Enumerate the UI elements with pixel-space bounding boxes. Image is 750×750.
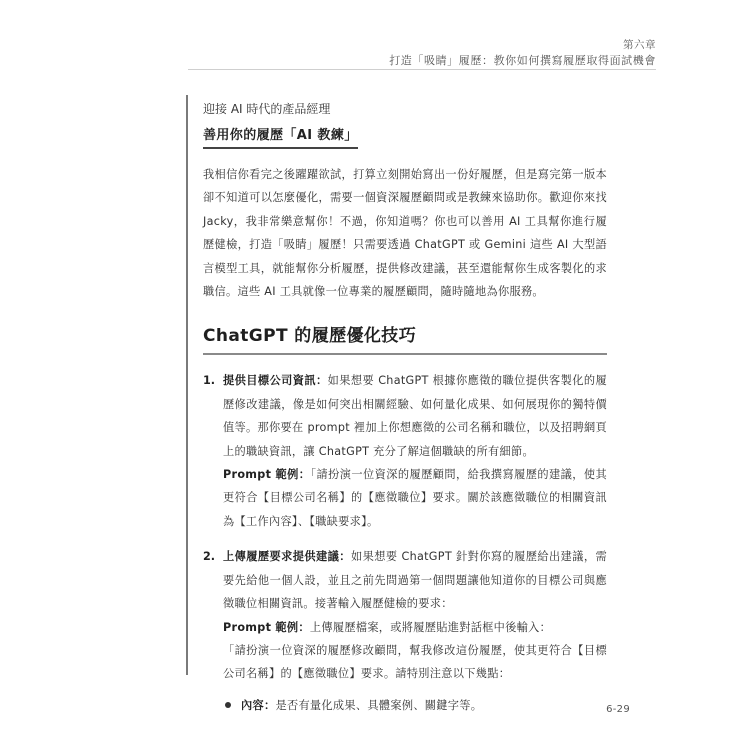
- step-lead: 上傳履歷要求提供建議：: [223, 550, 351, 564]
- running-head: [389, 38, 656, 68]
- page-number: 6-29: [606, 704, 630, 715]
- step-body: 如果想要 ChatGPT 針對你寫的履歷給出建議，需要先給他一個人設，並且之前先問過第一個問題讓他知道你的目標公司與應徵職位相關資訊。接著輸入履歷健檢的要求：: [223, 550, 607, 611]
- prompt-example: [223, 616, 607, 639]
- section-header: 迎接 AI 時代的產品經理: [203, 102, 331, 116]
- bullet-item: [223, 694, 607, 717]
- prompt-quote: 「請扮演一位資深的履歷修改顧問，幫我修改這份履歷，使其更符合【目標公司名稱】的【應徵職位】要求。請特別注意以下幾點：: [223, 643, 607, 681]
- step-paragraph: [223, 369, 607, 463]
- chapter-title: 打造「吸睛」履歷：教你如何撰寫履歷取得面試機會: [389, 54, 656, 67]
- header-rule: [188, 69, 656, 70]
- subheading: 善用你的履歷「AI 教練」: [203, 124, 358, 149]
- prompt-text: 「請扮演一位資深的履歷顧問，給我撰寫履歷的建議，使其更符合【目標公司名稱】的【應徵職位】要求。關於該應徵職位的相關資訊為【工作內容】、【職缺要求】。: [223, 468, 608, 528]
- prompt-label: Prompt 範例：: [223, 468, 311, 482]
- step-body: 如果想要 ChatGPT 根據你應徵的職位提供客製化的履歷修改建議，像是如何突出相關經驗、如何量化成果、如何展現你的獨特價值等。那你要在 prompt 裡加上你想應徵的公司名稱和職位，以及招聘網頁上的職缺資訊，讓 ChatGPT 充分了解這個職缺的所有細節。: [223, 374, 607, 458]
- step-paragraph: [223, 545, 607, 615]
- heading-title: ChatGPT 的履歷優化技巧: [203, 326, 417, 347]
- intro-paragraph-block: [203, 163, 607, 303]
- list-item: [203, 369, 607, 533]
- sidebar-rule: [186, 95, 188, 675]
- step-lead: 提供目標公司資訊：: [223, 374, 328, 388]
- page-content: [203, 100, 607, 729]
- prompt-example: [223, 463, 607, 533]
- section-heading: [203, 324, 607, 355]
- list-item: [203, 545, 607, 717]
- bullet-text: 是否有量化成果、具體案例、關鍵字等。: [275, 698, 483, 712]
- heading-rule: [203, 353, 607, 355]
- chapter-label: 第六章: [623, 39, 656, 51]
- prompt-text: 上傳履歷檔案，或將履歷貼進對話框中後輸入：: [309, 620, 552, 634]
- steps-list: [203, 369, 607, 717]
- bullet-icon: [225, 702, 231, 708]
- step-number: 1.: [203, 374, 216, 388]
- bullet-lead: 內容：: [241, 698, 276, 712]
- prompt-label: Prompt 範例：: [223, 620, 310, 634]
- intro-paragraph: 我相信你看完之後躍躍欲試，打算立刻開始寫出一份好履歷，但是寫完第一版本卻不知道可以怎麼優化，需要一個資深履歷顧問或是教練來協助你。歡迎你來找 Jacky，我非常樂意幫你！不過，你知道嗎？你也可以善用 AI 工具幫你進行履歷健檢，打造「吸睛」履歷！只需要透過 ChatGPT 或 Gemini 這些 AI 大型語言模型工具，就能幫你分析履歷，提供修改建議，甚至還能幫你生成客製化的求職信。這些 AI 工具就像一位專業的履歷顧問，隨時隨地為你服務。: [203, 168, 607, 299]
- step-number: 2.: [203, 550, 216, 564]
